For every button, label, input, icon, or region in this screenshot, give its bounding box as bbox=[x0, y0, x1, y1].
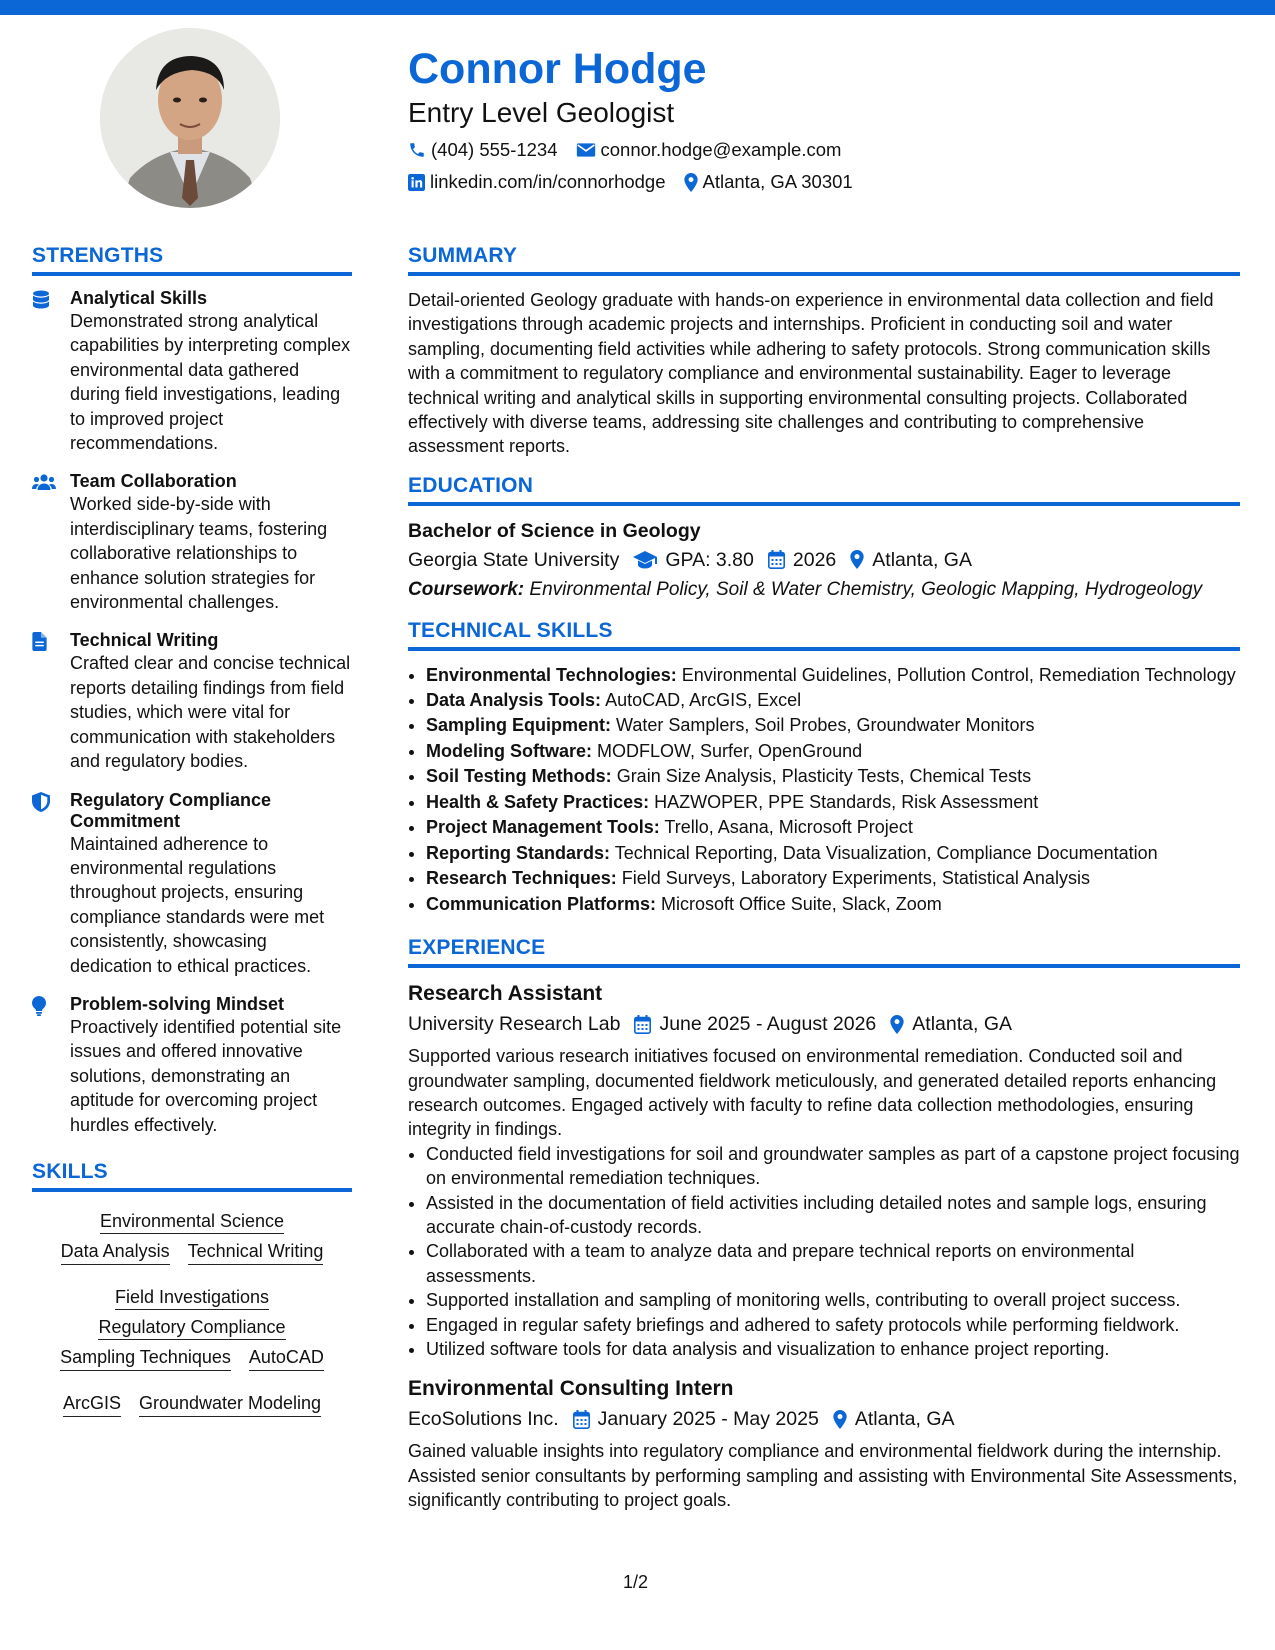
contact-phone[interactable] bbox=[408, 134, 558, 166]
technical-skills-heading: TECHNICAL SKILLS bbox=[408, 618, 1240, 651]
coursework-label: Coursework: bbox=[408, 578, 525, 600]
tech-skill-label: Sampling Equipment: bbox=[426, 715, 612, 736]
tech-skill-value: HAZWOPER, PPE Standards, Risk Assessment bbox=[654, 791, 1039, 812]
summary-heading: SUMMARY bbox=[408, 243, 1240, 276]
calendar-icon bbox=[573, 1410, 590, 1429]
contact-email[interactable] bbox=[576, 134, 842, 166]
tech-skill-value: Technical Reporting, Data Visualization, Compliance Documentation bbox=[614, 842, 1158, 863]
tech-skill-label: Modeling Software: bbox=[426, 740, 592, 761]
list-item bbox=[426, 764, 1240, 790]
skill-chip: Groundwater Modeling bbox=[139, 1392, 321, 1417]
top-accent-bar bbox=[0, 0, 1275, 15]
gpa-item bbox=[633, 544, 754, 576]
strength-desc: Proactively identified potential site issues and offered innovative solutions, demonstrating an aptitude for overcoming project hurdles effectively. bbox=[70, 1016, 342, 1135]
technical-skills-list bbox=[408, 663, 1240, 917]
job-dates bbox=[573, 1403, 819, 1435]
strength-item bbox=[32, 630, 352, 773]
tech-skill-label: Reporting Standards: bbox=[426, 842, 611, 863]
skill-chip: ArcGIS bbox=[63, 1392, 121, 1417]
list-item bbox=[426, 841, 1240, 867]
grad-year-item bbox=[768, 544, 836, 576]
contact-location bbox=[684, 166, 853, 198]
location-text: Atlanta, GA 30301 bbox=[702, 171, 853, 192]
skill-chip: Data Analysis bbox=[61, 1240, 170, 1265]
list-item: • Collaborated with a team to analyze data and prepare technical reports on environmental assessments. bbox=[426, 1239, 1240, 1288]
strength-desc: Worked side-by-side with interdisciplinary teams, fostering collaborative relationships to enhance solution strategies for environmental challenges. bbox=[70, 494, 328, 613]
skill-chip: Sampling Techniques bbox=[60, 1346, 231, 1371]
job-bullets bbox=[408, 1142, 1240, 1362]
tech-skill-label: Soil Testing Methods: bbox=[426, 766, 612, 787]
strength-item bbox=[32, 288, 352, 455]
graduation-cap-icon bbox=[633, 551, 657, 569]
tech-skill-value: Field Surveys, Laboratory Experiments, Statistical Analysis bbox=[621, 868, 1090, 889]
job-dates bbox=[634, 1008, 876, 1040]
experience-heading: EXPERIENCE bbox=[408, 935, 1240, 968]
list-item bbox=[426, 663, 1240, 687]
job-dates-text: June 2025 - August 2026 bbox=[659, 1013, 877, 1036]
skill-chip: AutoCAD bbox=[249, 1346, 324, 1371]
list-item bbox=[426, 790, 1240, 816]
left-column bbox=[32, 243, 352, 1432]
map-pin-icon bbox=[684, 173, 698, 192]
coursework-text: Environmental Policy, Soil & Water Chemistry, Geologic Mapping, Hydrogeology bbox=[529, 578, 1203, 600]
list-item bbox=[426, 739, 1240, 765]
job-location-text: Atlanta, GA bbox=[912, 1013, 1012, 1036]
calendar-icon bbox=[634, 1015, 651, 1034]
list-item bbox=[426, 866, 1240, 892]
skills-heading: SKILLS bbox=[32, 1159, 352, 1192]
education-location-text: Atlanta, GA bbox=[872, 548, 972, 571]
tech-skill-label: Environmental Technologies: bbox=[426, 665, 677, 686]
job-summary: Supported various research initiatives focused on environmental remediation. Conducted soil and groundwater sampling, documented fieldwork meticulously, and generated detailed reports enhancing research outcomes. Engaged actively with faculty to refine data collection methodologies, ensuring integrity in findings. bbox=[408, 1046, 1217, 1140]
skills-list bbox=[32, 1204, 352, 1432]
strengths-heading: STRENGTHS bbox=[32, 243, 352, 276]
resume-header bbox=[408, 42, 1228, 198]
job-meta bbox=[408, 1008, 1240, 1040]
map-pin-icon bbox=[850, 550, 864, 569]
job-title: Research Assistant bbox=[408, 982, 603, 1006]
grad-year-text: 2026 bbox=[792, 548, 837, 571]
phone-text: (404) 555-1234 bbox=[431, 139, 558, 160]
strength-title: Problem-solving Mindset bbox=[70, 993, 285, 1014]
list-item bbox=[426, 688, 1240, 714]
tech-skill-value: Microsoft Office Suite, Slack, Zoom bbox=[661, 893, 942, 914]
tech-skill-value: Grain Size Analysis, Plasticity Tests, Chemical Tests bbox=[616, 766, 1032, 787]
school-name: Georgia State University bbox=[408, 548, 620, 571]
job-summary: Gained valuable insights into regulatory compliance and environmental fieldwork during the internship. Assisted senior consultants by performing sampling and assisting with Environmental Site Assessments, significantly contributing to project goals. bbox=[408, 1441, 1238, 1511]
summary-text: Detail-oriented Geology graduate with hands-on experience in environmental data collection and field investigations through academic projects and internships. Proficient in conducting soil and water sampling, documenting field activities while adhering to safety protocols. Strong communication skills with a commitment to regulatory compliance and environmental sustainability. Eager to leverage technical writing and analytical skills in supporting environmental consulting projects. Collaborated effectively with diverse teams, addressing site challenges and contributing to comprehensive assessment reports. bbox=[408, 290, 1214, 457]
strength-item bbox=[32, 471, 352, 614]
tech-skill-value: Trello, Asana, Microsoft Project bbox=[664, 817, 913, 838]
list-item bbox=[426, 892, 1240, 918]
education-meta bbox=[408, 544, 1240, 576]
map-pin-icon bbox=[833, 1410, 847, 1429]
linkedin-text: linkedin.com/in/connorhodge bbox=[430, 171, 666, 192]
tech-skill-value: AutoCAD, ArcGIS, Excel bbox=[605, 689, 802, 710]
job-meta bbox=[408, 1403, 1240, 1435]
job-dates-text: January 2025 - May 2025 bbox=[597, 1408, 819, 1431]
linkedin-icon bbox=[408, 174, 425, 191]
candidate-role: Entry Level Geologist bbox=[408, 97, 675, 128]
tech-skill-label: Data Analysis Tools: bbox=[426, 689, 602, 710]
list-item: • Engaged in regular safety briefings and adhered to safety protocols while performing fieldwork. bbox=[426, 1313, 1240, 1337]
calendar-icon bbox=[768, 550, 785, 569]
gpa-text: GPA: 3.80 bbox=[665, 548, 754, 571]
education-location bbox=[850, 544, 972, 576]
lightbulb-icon bbox=[32, 996, 46, 1016]
strength-desc: Crafted clear and concise technical reports detailing findings from field studies, which were vital for communication with stakeholders and regulatory bodies. bbox=[70, 653, 351, 772]
strength-desc: Maintained adherence to environmental regulations throughout projects, ensuring compliance standards were met consistently, showcasing dedication to ethical practices. bbox=[70, 833, 325, 976]
job-entry bbox=[408, 980, 1240, 1361]
skill-chip: Environmental Science bbox=[100, 1211, 284, 1234]
job-location bbox=[833, 1403, 955, 1435]
degree-title: Bachelor of Science in Geology bbox=[408, 519, 701, 542]
list-item bbox=[426, 713, 1240, 739]
strength-title: Regulatory Compliance Commitment bbox=[70, 789, 272, 831]
strength-title: Analytical Skills bbox=[70, 288, 208, 308]
envelope-icon bbox=[576, 142, 596, 158]
strength-title: Team Collaboration bbox=[70, 471, 237, 492]
email-text: connor.hodge@example.com bbox=[600, 139, 842, 160]
list-item: • Utilized software tools for data analysis and visualization to enhance project reporting. bbox=[426, 1337, 1240, 1361]
contact-linkedin[interactable] bbox=[408, 166, 666, 198]
database-icon bbox=[32, 290, 50, 310]
job-entry bbox=[408, 1375, 1240, 1512]
company-name: University Research Lab bbox=[408, 1013, 621, 1036]
right-column bbox=[408, 243, 1240, 1513]
shield-icon bbox=[32, 792, 50, 812]
tech-skill-value: MODFLOW, Surfer, OpenGround bbox=[597, 740, 863, 761]
tech-skill-label: Health & Safety Practices: bbox=[426, 791, 650, 812]
strength-desc: Demonstrated strong analytical capabilities by interpreting complex environmental data gathered during field investigations, leading to improved project recommendations. bbox=[70, 311, 351, 454]
coursework bbox=[408, 578, 1240, 602]
education-heading: EDUCATION bbox=[408, 473, 1240, 506]
profile-photo bbox=[100, 28, 280, 208]
skill-chip: Regulatory Compliance bbox=[98, 1317, 285, 1340]
list-item: • Supported installation and sampling of monitoring wells, contributing to overall project success. bbox=[426, 1288, 1240, 1312]
job-location bbox=[890, 1008, 1012, 1040]
profile-photo-illustration bbox=[100, 28, 280, 208]
list-item: • Conducted field investigations for soil and groundwater samples as part of a capstone project focusing on environmental remediation techniques. bbox=[426, 1142, 1240, 1191]
list-item bbox=[426, 815, 1240, 841]
strength-item bbox=[32, 790, 352, 978]
tech-skill-value: Water Samplers, Soil Probes, Groundwater Monitors bbox=[616, 715, 1035, 736]
company-name: EcoSolutions Inc. bbox=[408, 1408, 559, 1431]
skill-chip: Field Investigations bbox=[115, 1287, 269, 1310]
contact-row-1 bbox=[408, 134, 1228, 166]
skill-chip: Technical Writing bbox=[188, 1240, 324, 1265]
tech-skill-label: Project Management Tools: bbox=[426, 817, 660, 838]
tech-skill-value: Environmental Guidelines, Pollution Control, Remediation Technology bbox=[681, 665, 1236, 686]
document-icon bbox=[32, 632, 47, 651]
tech-skill-label: Communication Platforms: bbox=[426, 893, 657, 914]
map-pin-icon bbox=[890, 1015, 904, 1034]
strength-title: Technical Writing bbox=[70, 630, 219, 651]
job-title: Environmental Consulting Intern bbox=[408, 1377, 734, 1401]
contact-row-2 bbox=[408, 166, 1228, 198]
job-location-text: Atlanta, GA bbox=[854, 1408, 955, 1431]
tech-skill-label: Research Techniques: bbox=[426, 868, 617, 889]
candidate-name: Connor Hodge bbox=[408, 45, 707, 93]
page-number: 1/2 bbox=[623, 1572, 649, 1592]
strength-item bbox=[32, 994, 352, 1137]
users-icon bbox=[32, 473, 56, 491]
phone-icon bbox=[408, 141, 426, 159]
list-item: • Assisted in the documentation of field activities including detailed notes and sample logs, ensuring accurate chain-of-custody records. bbox=[426, 1191, 1240, 1240]
